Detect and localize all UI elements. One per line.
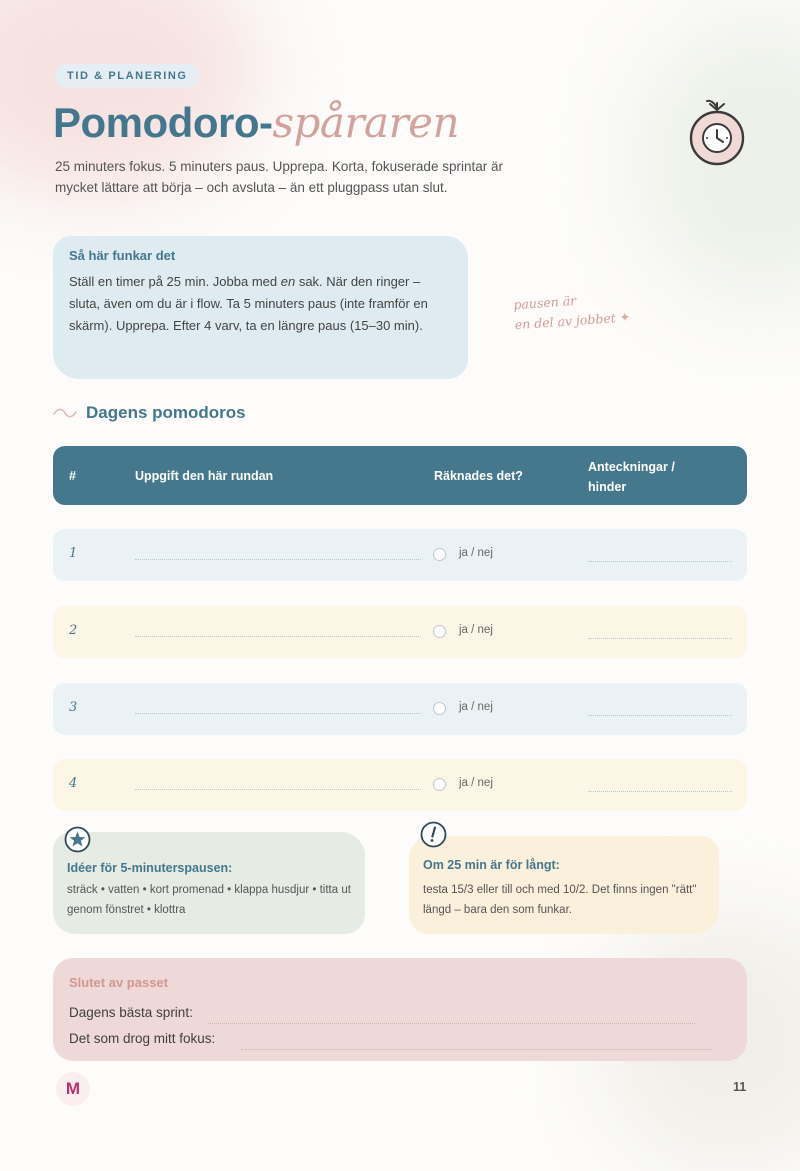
yes-no-label: ja / nej [459, 701, 493, 713]
break-ideas-title: Idéer för 5-minuterspausen: [67, 861, 233, 875]
task-input-line[interactable] [135, 713, 421, 714]
page-number: 11 [733, 1080, 747, 1094]
too-long-card [409, 836, 719, 934]
yes-no-label: ja / nej [459, 547, 493, 559]
task-input-line[interactable] [135, 789, 421, 790]
counted-radio[interactable] [433, 702, 446, 715]
how-it-works-body-end: sak. När den ringer – sluta, även om du är i flow. Ta 5 minuters paus (inte framför en skärm). Upprepa. Efter 4 varv, ta en längre paus (15–30 min). [69, 274, 428, 333]
yes-no-label: ja / nej [459, 624, 493, 636]
notes-input-line[interactable] [588, 638, 732, 639]
table-row [53, 759, 747, 811]
sparkle-icon: ✦ [619, 309, 631, 325]
how-it-works-body-start: Ställ en timer på 25 min. Jobba med [69, 274, 281, 289]
end-of-session-box [53, 958, 747, 1061]
how-it-works-emphasis: en [280, 274, 296, 289]
too-long-title: Om 25 min är för långt: [423, 858, 560, 872]
category-tag: TID & PLANERING [55, 64, 200, 88]
row-number: 3 [69, 700, 78, 715]
table-row [53, 529, 747, 581]
row-number: 1 [69, 546, 78, 561]
page-title-main: Pomodoro- [53, 99, 273, 146]
task-input-line[interactable] [135, 636, 421, 637]
break-ideas-body: sträck • vatten • kort promenad • klappa husdjur • titta ut genom fönstret • klottra [67, 884, 351, 916]
intro-line-1: 25 minuters fokus. 5 minuters paus. Upprepa. Korta, fokuserade sprintar är [55, 159, 503, 174]
how-it-works-body [69, 271, 452, 337]
best-sprint-label: Dagens bästa sprint: [69, 1005, 193, 1020]
how-it-works-title: Så här funkar det [69, 248, 176, 263]
star-icon [64, 826, 91, 853]
how-it-works-box [53, 236, 468, 379]
column-header-notes: Anteckningar / hinder [588, 460, 675, 494]
counted-radio[interactable] [433, 548, 446, 561]
column-header-number: # [69, 469, 76, 483]
table-row [53, 683, 747, 735]
section-title: Dagens pomodoros [86, 403, 246, 422]
notes-input-line[interactable] [588, 791, 732, 792]
intro-text [55, 156, 575, 198]
table-row [53, 606, 747, 658]
side-note-line-1: pausen är [512, 292, 577, 313]
counted-radio[interactable] [433, 778, 446, 791]
section-heading [53, 403, 246, 423]
exclamation-icon [420, 821, 447, 848]
yes-no-label: ja / nej [459, 777, 493, 789]
page-title-script: spåraren [272, 98, 460, 147]
distraction-input-line[interactable] [241, 1049, 711, 1050]
notes-input-line[interactable] [588, 561, 732, 562]
page-title [53, 98, 459, 147]
brand-logo: M [56, 1072, 90, 1106]
table-header [53, 446, 747, 505]
intro-line-2: mycket lättare att börja – och avsluta – än ett pluggpass utan slut. [55, 180, 448, 195]
too-long-body: testa 15/3 eller till och med 10/2. Det finns ingen "rätt" längd – bara den som funkar. [423, 884, 697, 916]
column-header-task: Uppgift den här rundan [135, 469, 274, 483]
side-note-line-2: en del av jobbet ✦ [514, 309, 631, 333]
row-number: 2 [69, 623, 78, 638]
end-of-session-title: Slutet av passet [69, 975, 168, 990]
task-input-line[interactable] [135, 559, 421, 560]
distraction-label: Det som drog mitt fokus: [69, 1031, 216, 1046]
handwritten-side-note [513, 285, 665, 335]
row-number: 4 [69, 776, 78, 791]
counted-radio[interactable] [433, 625, 446, 638]
tomato-clock-icon [688, 96, 746, 168]
column-header-counted: Räknades det? [434, 469, 523, 483]
wave-icon [53, 406, 77, 420]
best-sprint-input-line[interactable] [208, 1023, 695, 1024]
break-ideas-card [53, 832, 365, 934]
notes-input-line[interactable] [588, 715, 732, 716]
